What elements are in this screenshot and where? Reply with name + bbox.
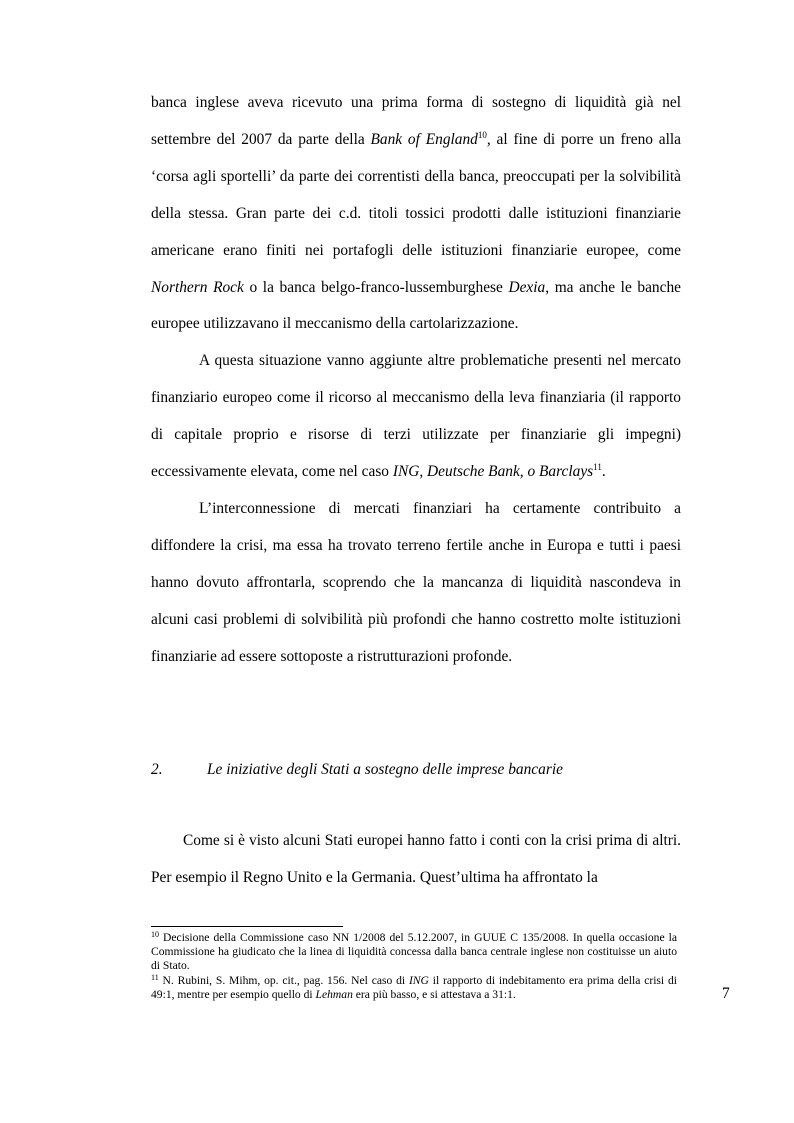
text-run: A questa situazione vanno aggiunte altre problematiche presenti nel mercato finanziario europeo come il ricorso al meccanismo della leva finanziaria (il rapporto di capitale proprio e risorse di terzi utilizzate per finanziarie gli impegni) eccessivamente elevata, come nel caso <box>151 352 681 481</box>
section-2-body <box>151 822 681 896</box>
paragraph-1 <box>151 85 681 343</box>
italic-bank-of-england: Bank of England <box>370 130 478 148</box>
text-run: o la banca belgo-franco-lussemburghese <box>243 278 509 296</box>
footnote-ref-10[interactable]: 10 <box>477 129 487 140</box>
italic-lehman: Lehman <box>315 987 353 1001</box>
footnote-ref-11[interactable]: 11 <box>593 462 602 473</box>
paragraph-3: L’interconnessione di mercati finanziari ha certamente contribuito a diffondere la crisi, ma essa ha trovato terreno fertile anche in Europa e tutti i paesi hanno dovuto affrontarla, scoprendo che la mancanza di liquidità nascondeva in alcuni casi problemi di solvibilità più profondi che hanno costretto molte istituzioni finanziarie ad essere sottoposte a ristrutturazioni profonde. <box>151 499 681 665</box>
text-run: . <box>601 463 606 481</box>
footnote-text: il rapporto di indebitamento era prima della crisi di 49:1, mentre per esempio quello di <box>151 973 677 1001</box>
footnote-separator <box>151 926 343 927</box>
paragraph-4: Come si è visto alcuni Stati europei hanno fatto i conti con la crisi prima di altri. Per esempio il Regno Unito e la Germania. Quest’ultima ha affrontato la <box>151 832 681 886</box>
footnote-10 <box>151 931 677 974</box>
text-run: al fine di porre un freno alla ‘corsa agli sportelli’ da parte dei correntisti della banca, preoccupati per la solvibilità della stessa. Gran parte dei c.d. titoli tossici prodotti dalle istituzioni finanziarie americane erano finiti nei portafogli delle istituzioni finanziarie europee, come <box>151 130 681 259</box>
page-number: 7 <box>722 985 730 1002</box>
section-title: Le iniziative degli Stati a sostegno delle imprese bancarie <box>207 761 563 778</box>
text-run: banca inglese aveva ricevuto una prima forma di sostegno di liquidità già nel settembre del 2007 da parte della <box>151 94 681 148</box>
footnote-text: Decisione della Commissione caso NN 1/2008 del 5.12.2007, in GUUE C 135/2008. In quella occasione la Commissione ha giudicato che la linea di liquidità concessa dalla banca centrale inglese non costituisse un aiuto di Stato. <box>151 931 677 973</box>
section-heading <box>151 760 681 780</box>
section-number: 2. <box>151 761 163 778</box>
text-run: , <box>486 130 491 148</box>
footnotes <box>151 931 677 1002</box>
body-text <box>151 85 681 676</box>
italic-dexia: Dexia <box>508 278 546 296</box>
footnote-number: 10 <box>151 930 159 939</box>
text-run: , ma anche le banche europee utilizzavano il meccanismo della cartolarizzazione. <box>151 278 681 333</box>
footnote-text: N. Rubini, S. Mihm, op. cit., pag. 156. Nel caso di <box>158 973 409 987</box>
italic-ing: ING <box>408 973 429 987</box>
footnote-number: 11 <box>151 972 159 982</box>
footnote-11 <box>151 974 677 1002</box>
footnote-text: era più basso, e si attestava a 31:1. <box>352 987 516 1001</box>
italic-northern-rock: Northern Rock <box>151 278 244 296</box>
paragraph-2 <box>151 343 681 491</box>
italic-bank-names: ING, Deutsche Bank, o Barclays <box>392 463 594 481</box>
